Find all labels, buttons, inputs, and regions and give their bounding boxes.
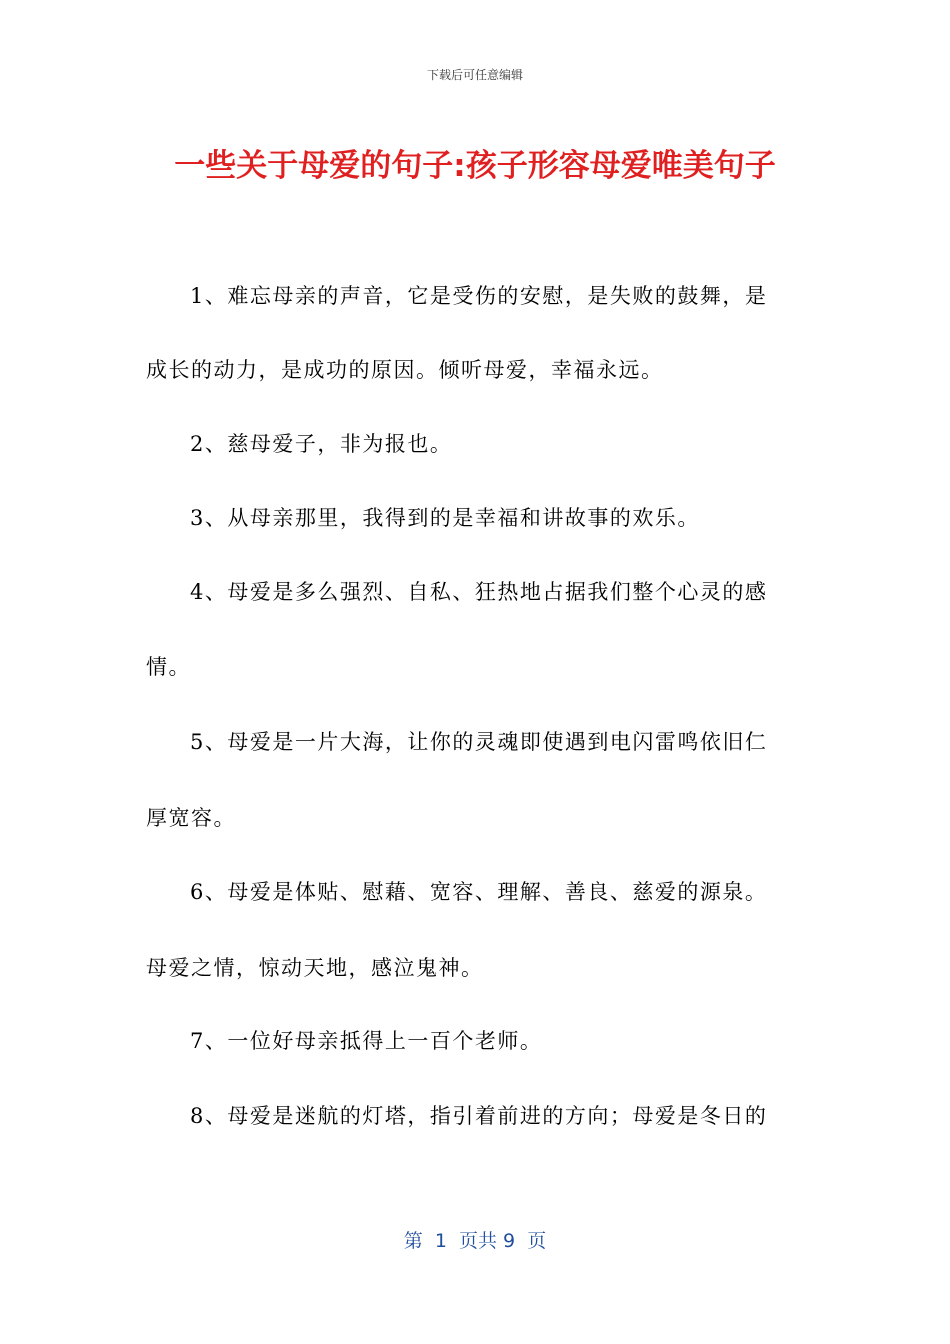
paragraph-line: 母爱之情，惊动天地，感泣鬼神。	[146, 956, 484, 980]
paragraph-line: 5、母爱是一片大海，让你的灵魂即使遇到电闪雷鸣依旧仁	[190, 730, 768, 754]
page-number-footer: 第 1 页共 9 页	[403, 1230, 547, 1252]
paragraph-line: 2、慈母爱子，非为报也。	[190, 432, 453, 456]
paragraph-line: 情。	[146, 655, 191, 679]
paragraph-line: 1、难忘母亲的声音，它是受伤的安慰，是失败的鼓舞，是	[190, 284, 768, 308]
paragraph-line: 6、母爱是体贴、慰藉、宽容、理解、善良、慈爱的源泉。	[190, 880, 768, 904]
paragraph-line: 8、母爱是迷航的灯塔，指引着前进的方向；母爱是冬日的	[190, 1104, 768, 1128]
paragraph-line: 4、母爱是多么强烈、自私、狂热地占据我们整个心灵的感	[190, 580, 768, 604]
header-note: 下载后可任意编辑	[426, 68, 523, 82]
paragraph-line: 7、一位好母亲抵得上一百个老师。	[190, 1029, 543, 1053]
paragraph-line: 厚宽容。	[146, 806, 236, 830]
paragraph-line: 3、从母亲那里，我得到的是幸福和讲故事的欢乐。	[190, 506, 700, 530]
paragraph-line: 成长的动力，是成功的原因。倾听母爱，幸福永远。	[146, 358, 664, 382]
page-title: 一些关于母爱的句子:孩子形容母爱唯美句子	[174, 148, 776, 184]
